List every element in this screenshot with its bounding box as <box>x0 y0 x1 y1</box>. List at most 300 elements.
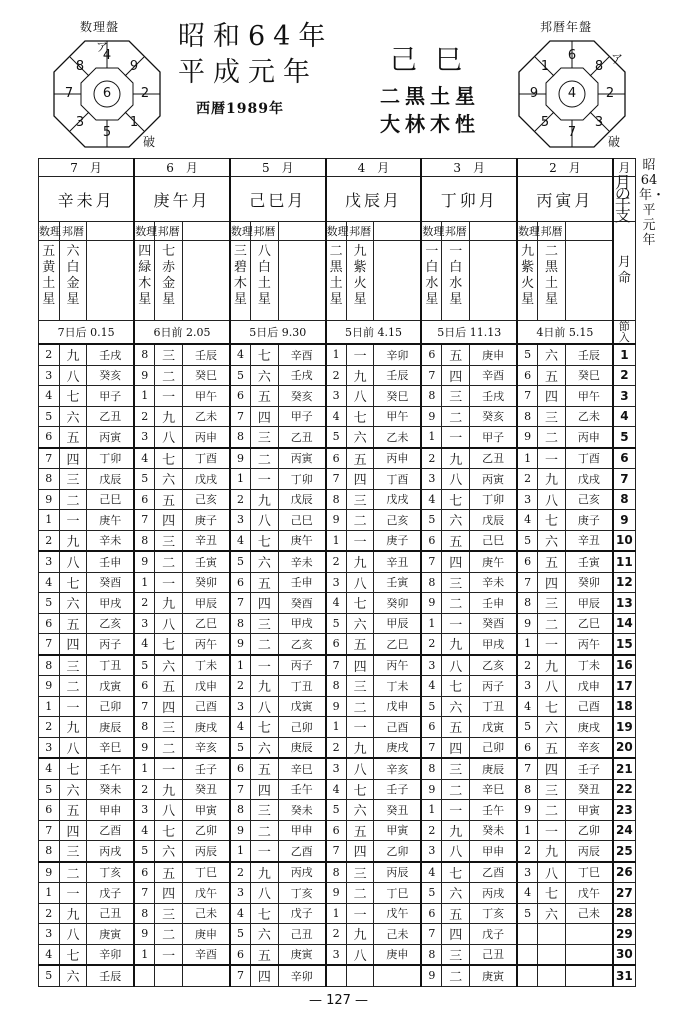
day-hoyreki: 六 <box>538 530 566 551</box>
month-name: 3 月 <box>421 159 517 177</box>
day-row <box>39 469 636 490</box>
day-suri: 8 <box>421 386 442 407</box>
day-kanshi: 癸丑 <box>374 800 421 821</box>
day-kanshi: 庚寅 <box>470 965 517 986</box>
suri-num-s: 5 <box>102 125 112 140</box>
day-row <box>39 965 636 986</box>
day-suri: 5 <box>230 737 251 758</box>
day-kanshi: 丁巳 <box>374 883 421 904</box>
day-hoyreki: 五 <box>442 530 470 551</box>
day-suri: 7 <box>421 365 442 386</box>
day-suri: 8 <box>517 406 538 427</box>
day-suri: 6 <box>134 676 155 697</box>
day-suri: 8 <box>230 613 251 634</box>
day-hoyreki: 五 <box>442 717 470 738</box>
day-hoyreki: 九 <box>346 924 374 945</box>
day-kanshi: 戊子 <box>87 883 134 904</box>
day-hoyreki: 八 <box>442 655 470 676</box>
day-number: 19 <box>613 717 636 738</box>
day-hoyreki: 四 <box>250 593 278 614</box>
day-hoyreki: 六 <box>346 800 374 821</box>
day-kanshi: 癸酉 <box>470 613 517 634</box>
day-hoyreki: 五 <box>155 862 183 883</box>
day-hoyreki: 五 <box>442 903 470 924</box>
day-kanshi: 癸酉 <box>278 593 325 614</box>
day-number: 22 <box>613 779 636 800</box>
day-row <box>39 779 636 800</box>
day-row <box>39 427 636 448</box>
month-name: 5 月 <box>230 159 326 177</box>
day-suri: 2 <box>517 655 538 676</box>
day-hoyreki: 七 <box>155 448 183 469</box>
day-hoyreki <box>346 965 374 986</box>
day-kanshi: 丙寅 <box>278 448 325 469</box>
day-suri: 2 <box>39 530 60 551</box>
day-kanshi: 辛亥 <box>565 737 612 758</box>
day-hoyreki: 八 <box>155 613 183 634</box>
day-suri: 4 <box>230 903 251 924</box>
day-suri: 2 <box>421 634 442 655</box>
day-kanshi: 辛巳 <box>278 758 325 779</box>
day-hoyreki: 四 <box>442 551 470 572</box>
day-hoyreki: 二 <box>250 820 278 841</box>
day-kanshi: 己未 <box>565 903 612 924</box>
day-suri: 7 <box>517 386 538 407</box>
day-suri: 9 <box>134 551 155 572</box>
day-hoyreki: 六 <box>59 965 87 986</box>
day-suri: 9 <box>517 800 538 821</box>
col-kanshi-label: 月の干支 <box>613 177 636 222</box>
day-hoyreki: 七 <box>250 717 278 738</box>
day-hoyreki: 一 <box>346 344 374 365</box>
day-kanshi: 己酉 <box>565 696 612 717</box>
day-suri: 5 <box>326 800 347 821</box>
day-hoyreki: 三 <box>442 758 470 779</box>
month-name: 2 月 <box>517 159 613 177</box>
month-name: 7 月 <box>39 159 135 177</box>
day-hoyreki: 八 <box>155 800 183 821</box>
day-suri: 4 <box>39 572 60 593</box>
day-number: 16 <box>613 655 636 676</box>
day-kanshi: 壬申 <box>278 572 325 593</box>
day-hoyreki: 一 <box>250 841 278 862</box>
day-suri: 2 <box>39 344 60 365</box>
day-kanshi: 癸酉 <box>87 572 134 593</box>
day-suri: 4 <box>326 779 347 800</box>
day-hoyreki: 六 <box>250 365 278 386</box>
day-kanshi: 癸丑 <box>183 779 230 800</box>
monthly-calendar-table <box>38 158 636 987</box>
month-star-suri <box>517 241 538 321</box>
day-suri <box>517 924 538 945</box>
day-kanshi: 己酉 <box>374 717 421 738</box>
suri-num-nw: 8 <box>75 59 85 74</box>
day-suri: 3 <box>39 551 60 572</box>
day-kanshi: 壬戌 <box>470 386 517 407</box>
day-hoyreki: 六 <box>250 924 278 945</box>
day-number: 6 <box>613 448 636 469</box>
day-hoyreki: 八 <box>250 696 278 717</box>
col-meimei-label <box>613 222 636 321</box>
day-hoyreki: 一 <box>442 800 470 821</box>
day-hoyreki: 七 <box>59 944 87 965</box>
blank-label <box>374 222 421 241</box>
day-suri: 6 <box>230 944 251 965</box>
month-star-suri <box>230 241 251 321</box>
day-suri: 4 <box>134 634 155 655</box>
day-kanshi: 丙午 <box>374 655 421 676</box>
blank-star <box>183 241 230 321</box>
day-row <box>39 758 636 779</box>
day-number: 18 <box>613 696 636 717</box>
day-kanshi: 癸卯 <box>183 572 230 593</box>
day-kanshi: 壬子 <box>183 758 230 779</box>
day-kanshi: 戊寅 <box>278 696 325 717</box>
day-suri: 2 <box>421 448 442 469</box>
day-number: 24 <box>613 820 636 841</box>
month-star-hoyreki-text: 一白水星 <box>449 244 463 307</box>
day-number: 1 <box>613 344 636 365</box>
day-hoyreki: 二 <box>155 924 183 945</box>
day-suri: 2 <box>326 551 347 572</box>
day-hoyreki: 五 <box>250 944 278 965</box>
day-hoyreki: 四 <box>346 841 374 862</box>
day-suri: 3 <box>517 489 538 510</box>
day-suri: 2 <box>230 489 251 510</box>
day-hoyreki: 一 <box>155 944 183 965</box>
day-kanshi: 甲子 <box>278 406 325 427</box>
day-kanshi: 辛卯 <box>87 944 134 965</box>
day-kanshi: 己丑 <box>278 924 325 945</box>
day-kanshi: 壬戌 <box>278 365 325 386</box>
day-hoyreki: 二 <box>155 365 183 386</box>
day-row <box>39 800 636 821</box>
month-setsuiri: 7日后 0.15 <box>39 321 135 345</box>
day-kanshi: 庚午 <box>278 530 325 551</box>
day-suri: 7 <box>134 883 155 904</box>
day-hoyreki: 一 <box>155 572 183 593</box>
day-suri: 3 <box>230 883 251 904</box>
day-suri: 6 <box>421 530 442 551</box>
day-hoyreki: 七 <box>442 676 470 697</box>
blank-label <box>565 222 612 241</box>
day-hoyreki: 三 <box>346 489 374 510</box>
day-kanshi <box>565 924 612 945</box>
day-suri: 4 <box>421 862 442 883</box>
day-hoyreki: 五 <box>538 551 566 572</box>
day-suri: 4 <box>134 820 155 841</box>
day-number: 20 <box>613 737 636 758</box>
suri-num-n: 4 <box>102 48 112 63</box>
day-kanshi: 乙未 <box>565 406 612 427</box>
day-kanshi: 戊申 <box>183 676 230 697</box>
hoyreki-num-sw: 5 <box>540 115 550 130</box>
day-suri: 1 <box>326 530 347 551</box>
suri-mark-ha: 破 <box>143 135 156 149</box>
day-suri: 7 <box>230 965 251 986</box>
day-suri: 1 <box>517 634 538 655</box>
day-kanshi: 乙巳 <box>374 634 421 655</box>
day-kanshi: 甲子 <box>87 386 134 407</box>
day-hoyreki: 四 <box>538 758 566 779</box>
day-number: 25 <box>613 841 636 862</box>
day-kanshi: 乙丑 <box>87 406 134 427</box>
day-hoyreki: 八 <box>155 427 183 448</box>
day-suri: 7 <box>39 448 60 469</box>
day-suri: 5 <box>230 551 251 572</box>
day-kanshi: 己酉 <box>183 696 230 717</box>
blank-star <box>374 241 421 321</box>
day-suri: 8 <box>421 758 442 779</box>
day-hoyreki: 四 <box>442 365 470 386</box>
day-number: 14 <box>613 613 636 634</box>
day-hoyreki: 一 <box>59 696 87 717</box>
day-suri: 6 <box>39 427 60 448</box>
day-kanshi: 辛卯 <box>278 965 325 986</box>
year-kanshi: 己巳 <box>390 45 480 76</box>
day-hoyreki: 三 <box>250 800 278 821</box>
day-suri: 1 <box>134 572 155 593</box>
day-kanshi: 丁亥 <box>470 903 517 924</box>
day-row <box>39 903 636 924</box>
day-hoyreki: 八 <box>346 386 374 407</box>
day-suri: 7 <box>326 841 347 862</box>
day-suri: 6 <box>230 572 251 593</box>
day-suri: 6 <box>421 344 442 365</box>
day-suri: 8 <box>517 779 538 800</box>
blank-star <box>87 241 134 321</box>
day-hoyreki: 三 <box>155 903 183 924</box>
day-suri: 4 <box>517 696 538 717</box>
day-suri: 7 <box>326 469 347 490</box>
day-kanshi: 庚辰 <box>87 717 134 738</box>
day-kanshi: 戊戌 <box>183 469 230 490</box>
day-suri: 1 <box>230 841 251 862</box>
day-hoyreki: 三 <box>155 530 183 551</box>
day-suri: 7 <box>421 924 442 945</box>
day-number: 13 <box>613 593 636 614</box>
day-hoyreki: 七 <box>250 344 278 365</box>
day-kanshi: 甲辰 <box>374 613 421 634</box>
day-suri: 3 <box>421 655 442 676</box>
hoyreki-label: 邦暦 <box>59 222 87 241</box>
day-hoyreki: 四 <box>250 965 278 986</box>
day-hoyreki: 七 <box>59 386 87 407</box>
day-hoyreki: 四 <box>442 737 470 758</box>
day-suri: 6 <box>230 386 251 407</box>
day-kanshi: 壬辰 <box>183 344 230 365</box>
col-setsuiri-label: 節入 <box>613 321 636 345</box>
day-suri: 7 <box>134 510 155 531</box>
day-suri: 3 <box>517 862 538 883</box>
day-kanshi: 壬戌 <box>87 344 134 365</box>
day-hoyreki <box>155 965 183 986</box>
day-suri: 2 <box>326 924 347 945</box>
month-setsuiri: 5日前 4.15 <box>326 321 422 345</box>
day-hoyreki: 七 <box>538 510 566 531</box>
day-hoyreki: 九 <box>442 634 470 655</box>
day-suri: 7 <box>230 406 251 427</box>
day-hoyreki: 七 <box>442 862 470 883</box>
day-kanshi: 乙巳 <box>565 613 612 634</box>
day-kanshi: 辛丑 <box>183 530 230 551</box>
day-suri: 6 <box>134 489 155 510</box>
day-suri: 2 <box>134 406 155 427</box>
day-kanshi: 乙酉 <box>87 820 134 841</box>
day-suri: 3 <box>39 365 60 386</box>
day-hoyreki: 二 <box>59 862 87 883</box>
day-kanshi: 戊辰 <box>278 489 325 510</box>
day-kanshi: 丁巳 <box>183 862 230 883</box>
day-hoyreki: 七 <box>59 572 87 593</box>
day-suri: 6 <box>230 758 251 779</box>
col-month-label: 月 <box>613 159 636 177</box>
day-hoyreki: 三 <box>346 676 374 697</box>
day-suri: 8 <box>39 841 60 862</box>
day-hoyreki: 六 <box>59 779 87 800</box>
day-kanshi: 乙亥 <box>470 655 517 676</box>
day-hoyreki: 七 <box>346 406 374 427</box>
day-kanshi: 丙申 <box>374 448 421 469</box>
day-suri: 4 <box>421 676 442 697</box>
day-suri: 4 <box>39 758 60 779</box>
day-number: 11 <box>613 551 636 572</box>
day-kanshi: 丁丑 <box>278 676 325 697</box>
day-hoyreki: 八 <box>346 758 374 779</box>
day-suri: 1 <box>230 655 251 676</box>
day-suri: 3 <box>421 469 442 490</box>
day-row <box>39 883 636 904</box>
month-kanshi: 戊辰月 <box>326 177 422 222</box>
day-suri: 7 <box>421 737 442 758</box>
day-kanshi: 甲申 <box>87 800 134 821</box>
day-kanshi: 癸亥 <box>87 365 134 386</box>
day-number: 2 <box>613 365 636 386</box>
day-row <box>39 717 636 738</box>
day-kanshi: 庚申 <box>374 944 421 965</box>
day-hoyreki: 七 <box>442 489 470 510</box>
day-kanshi: 己卯 <box>278 717 325 738</box>
day-number: 27 <box>613 883 636 904</box>
suri-ban-title: 数理盤 <box>80 20 120 34</box>
day-number: 26 <box>613 862 636 883</box>
day-kanshi: 戊戌 <box>374 489 421 510</box>
day-kanshi: 己未 <box>183 903 230 924</box>
day-suri: 2 <box>230 676 251 697</box>
day-suri: 5 <box>134 841 155 862</box>
day-hoyreki: 四 <box>59 634 87 655</box>
day-suri: 6 <box>517 737 538 758</box>
day-kanshi: 甲申 <box>278 820 325 841</box>
day-kanshi: 辛丑 <box>565 530 612 551</box>
day-hoyreki: 三 <box>346 862 374 883</box>
day-suri: 1 <box>134 758 155 779</box>
year-nattin: 大林木性 <box>380 112 480 136</box>
day-suri: 9 <box>326 696 347 717</box>
day-kanshi: 庚子 <box>565 510 612 531</box>
day-hoyreki: 三 <box>538 406 566 427</box>
day-hoyreki: 八 <box>250 510 278 531</box>
day-kanshi: 戊申 <box>565 676 612 697</box>
day-hoyreki: 二 <box>155 551 183 572</box>
day-kanshi: 辛卯 <box>374 344 421 365</box>
day-hoyreki: 一 <box>250 655 278 676</box>
day-hoyreki: 四 <box>250 779 278 800</box>
day-suri: 3 <box>230 696 251 717</box>
day-suri: 5 <box>39 593 60 614</box>
day-suri: 1 <box>134 386 155 407</box>
day-hoyreki: 二 <box>59 489 87 510</box>
month-kanshi: 丙寅月 <box>517 177 613 222</box>
day-suri: 9 <box>230 448 251 469</box>
day-suri: 4 <box>517 883 538 904</box>
day-hoyreki: 七 <box>346 779 374 800</box>
suri-mark-a: ア <box>96 40 109 54</box>
day-suri: 1 <box>39 883 60 904</box>
day-row <box>39 634 636 655</box>
day-kanshi: 丁酉 <box>183 448 230 469</box>
day-hoyreki: 七 <box>59 758 87 779</box>
day-kanshi: 辛未 <box>278 551 325 572</box>
day-suri: 5 <box>517 717 538 738</box>
day-hoyreki: 五 <box>346 634 374 655</box>
day-hoyreki: 八 <box>346 944 374 965</box>
day-hoyreki: 九 <box>346 551 374 572</box>
day-row <box>39 593 636 614</box>
day-suri: 9 <box>230 820 251 841</box>
day-suri: 6 <box>421 717 442 738</box>
day-kanshi: 丙辰 <box>374 862 421 883</box>
month-star-suri-text: 五黄土星 <box>42 244 56 307</box>
day-suri: 9 <box>39 676 60 697</box>
day-suri: 4 <box>230 717 251 738</box>
month-setsuiri: 5日后 9.30 <box>230 321 326 345</box>
day-hoyreki: 九 <box>59 903 87 924</box>
day-kanshi: 己卯 <box>470 737 517 758</box>
day-hoyreki: 五 <box>59 427 87 448</box>
day-suri: 5 <box>39 965 60 986</box>
day-kanshi <box>565 965 612 986</box>
day-kanshi: 甲寅 <box>183 800 230 821</box>
day-kanshi: 丙辰 <box>183 841 230 862</box>
day-kanshi: 辛丑 <box>374 551 421 572</box>
month-star-hoyreki <box>59 241 87 321</box>
day-hoyreki: 六 <box>442 883 470 904</box>
day-kanshi: 戊午 <box>183 883 230 904</box>
day-suri: 1 <box>421 613 442 634</box>
day-row <box>39 613 636 634</box>
day-kanshi: 庚辰 <box>470 758 517 779</box>
day-kanshi: 壬辰 <box>565 344 612 365</box>
day-hoyreki: 八 <box>538 489 566 510</box>
day-row <box>39 551 636 572</box>
day-kanshi: 丁亥 <box>87 862 134 883</box>
day-hoyreki: 一 <box>59 883 87 904</box>
month-kanshi: 己巳月 <box>230 177 326 222</box>
day-kanshi: 丙戌 <box>278 862 325 883</box>
day-kanshi: 壬寅 <box>183 551 230 572</box>
day-suri: 8 <box>134 344 155 365</box>
day-number: 31 <box>613 965 636 986</box>
day-suri: 4 <box>230 344 251 365</box>
day-number: 15 <box>613 634 636 655</box>
day-kanshi: 庚申 <box>470 344 517 365</box>
day-kanshi: 乙亥 <box>87 613 134 634</box>
day-kanshi: 癸亥 <box>470 406 517 427</box>
day-hoyreki: 三 <box>250 427 278 448</box>
day-kanshi: 乙巳 <box>183 613 230 634</box>
day-kanshi: 丙午 <box>565 634 612 655</box>
